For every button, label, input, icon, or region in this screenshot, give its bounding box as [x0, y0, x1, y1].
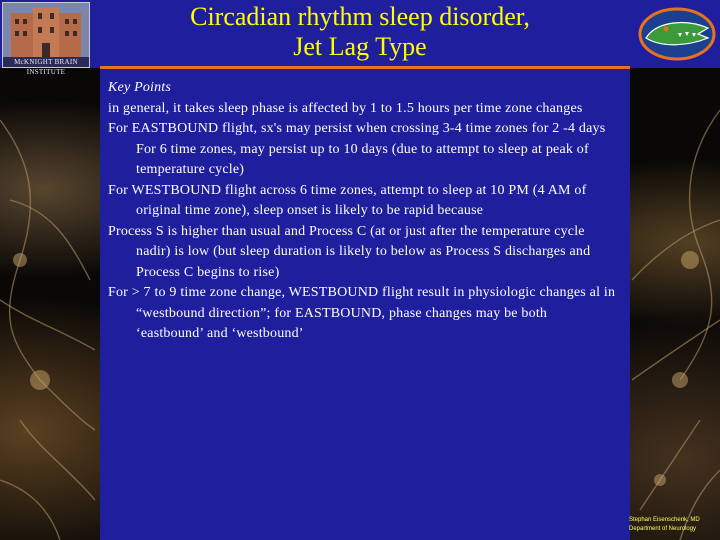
sub-bullet-point: For 6 time zones, may persist up to 10 days (due to attempt to sleep at peak of temperature cycle): [136, 141, 589, 177]
logo-caption: McKNIGHT BRAIN INSTITUTE: [3, 57, 89, 67]
bullet-point: For > 7 to 9 time zone change, WESTBOUND flight result in physiologic changes al in “westbound direction”; for EASTBOUND, phase changes may be both ‘eastbound’ and ‘westbound’: [108, 285, 616, 341]
bullet-point: in general, it takes sleep phase is affected by 1 to 1.5 hours per time zone changes: [108, 100, 583, 116]
section-heading: Key Points: [108, 80, 172, 95]
title-line-2: Jet Lag Type: [293, 32, 427, 61]
gator-icon: [638, 6, 716, 62]
building-icon: [3, 3, 89, 57]
title-line-1: Circadian rhythm sleep disorder,: [190, 2, 530, 31]
footer-department: Department of Neurology: [629, 526, 697, 532]
slide-body: [108, 78, 618, 345]
bullet-point: For EASTBOUND flight, sx's may persist when crossing 3-4 time zones for 2 -4 days: [108, 121, 606, 136]
slide-title: [100, 2, 620, 62]
gator-logo: [638, 6, 716, 62]
footer-credit: [629, 516, 719, 534]
footer-author: Stephan Eisenschenk, MD: [629, 517, 700, 523]
bullet-point: Process S is higher than usual and Process C (at or just after the temperature cycle nadir) is low (but sleep duration is likely to below as Process S discharges and Process C begins to rise): [108, 223, 591, 280]
mcknight-brain-institute-logo: [2, 2, 90, 76]
bullet-point: For WESTBOUND flight across 6 time zones, attempt to sleep at 10 PM (4 AM of original time zone), sleep onset is likely to be rapid because: [108, 182, 587, 218]
